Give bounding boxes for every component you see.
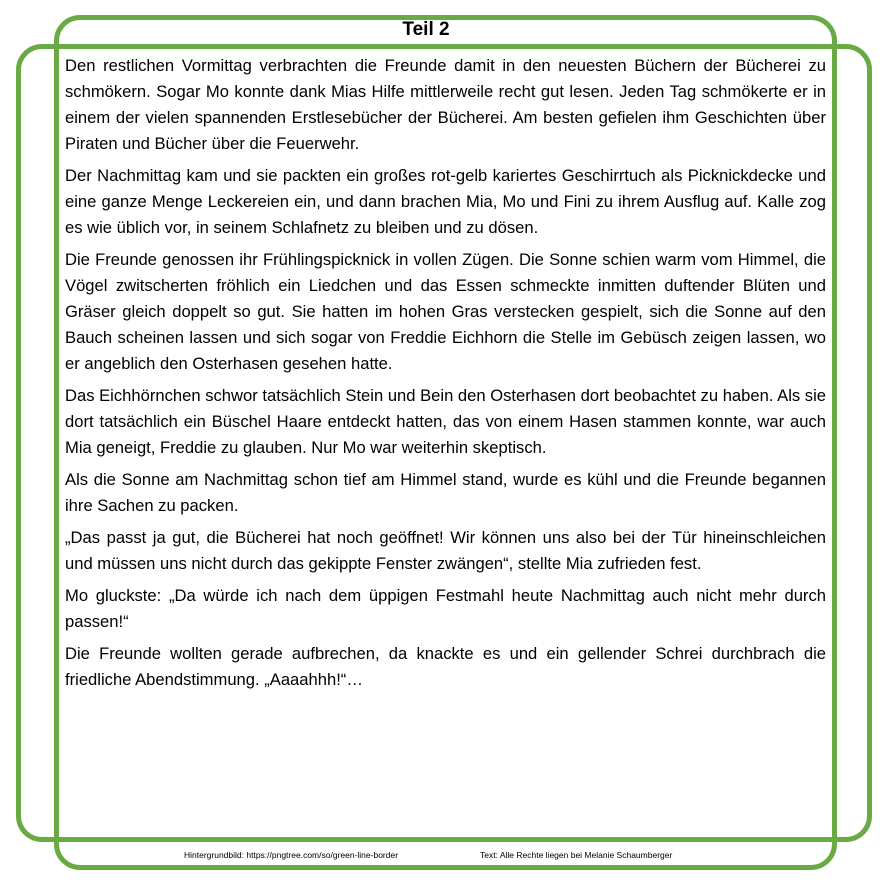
paragraph: Die Freunde genossen ihr Frühlingspicknick in vollen Zügen. Die Sonne schien warm vom Himmel, die Vögel zwitscherten fröhlich ein Liedchen und das Essen schmeckte inmitten duftender Blüten und Gräser gleich doppelt so gut. Sie hatten im hohen Gras verstecken gespielt, sich die Sonne auf den Bauch scheinen lassen und sich sogar von Freddie Eichhorn die Stelle im Gebüsch zeigen lassen, wo er angeblich den Osterhasen gesehen hatte. xyxy=(65,250,826,373)
paragraph: Als die Sonne am Nachmittag schon tief am Himmel stand, wurde es kühl und die Freunde begannen ihre Sachen zu packen. xyxy=(65,470,826,515)
paragraph: Die Freunde wollten gerade aufbrechen, da knackte es und ein gellender Schrei durchbrach die friedliche Abendstimmung. „Aaaahhh!“… xyxy=(65,644,826,689)
paragraph: Das Eichhörnchen schwor tatsächlich Stein und Bein den Osterhasen dort beobachtet zu haben. Als sie dort tatsächlich ein Büschel Haare entdeckt hatten, das von einem Hasen stammen konnte, war auch Mia geneigt, Freddie zu glauben. Nur Mo war weiterhin skeptisch. xyxy=(65,386,827,457)
paragraph: Den restlichen Vormittag verbrachten die Freunde damit in den neuesten Büchern der Bücherei zu schmökern. Sogar Mo konnte dank Mias Hilfe mittlerweile recht gut lesen. Jeden Tag schmökerte er in einem der vielen spannenden Erstlesebücher der Bücherei. Am besten gefielen ihm Geschichten über Piraten und Bücher über die Feuerwehr. xyxy=(65,56,826,153)
page-title: Teil 2 xyxy=(402,19,450,40)
text-credit: Text: Alle Rechte liegen bei Melanie Schaumberger xyxy=(480,850,673,860)
paragraph: „Das passt ja gut, die Bücherei hat noch geöffnet! Wir können uns also bei der Tür hineinschleichen und müssen uns nicht durch das gekippte Fenster zwängen“, stellte Mia zufrieden fest. xyxy=(65,528,826,573)
background-credit: Hintergrundbild: https://pngtree.com/so/green-line-border xyxy=(184,850,399,860)
paragraph: Mo gluckste: „Da würde ich nach dem üppigen Festmahl heute Nachmittag auch nicht mehr durch passen!“ xyxy=(65,586,826,631)
paragraph: Der Nachmittag kam und sie packten ein großes rot-gelb kariertes Geschirrtuch als Picknickdecke und eine ganze Menge Leckereien ein, und dann brachen Mia, Mo und Fini zu ihrem Ausflug auf. Kalle zog es wie üblich vor, in seinem Schlafnetz zu bleiben und zu dösen. xyxy=(65,166,826,237)
story-text xyxy=(65,53,826,699)
